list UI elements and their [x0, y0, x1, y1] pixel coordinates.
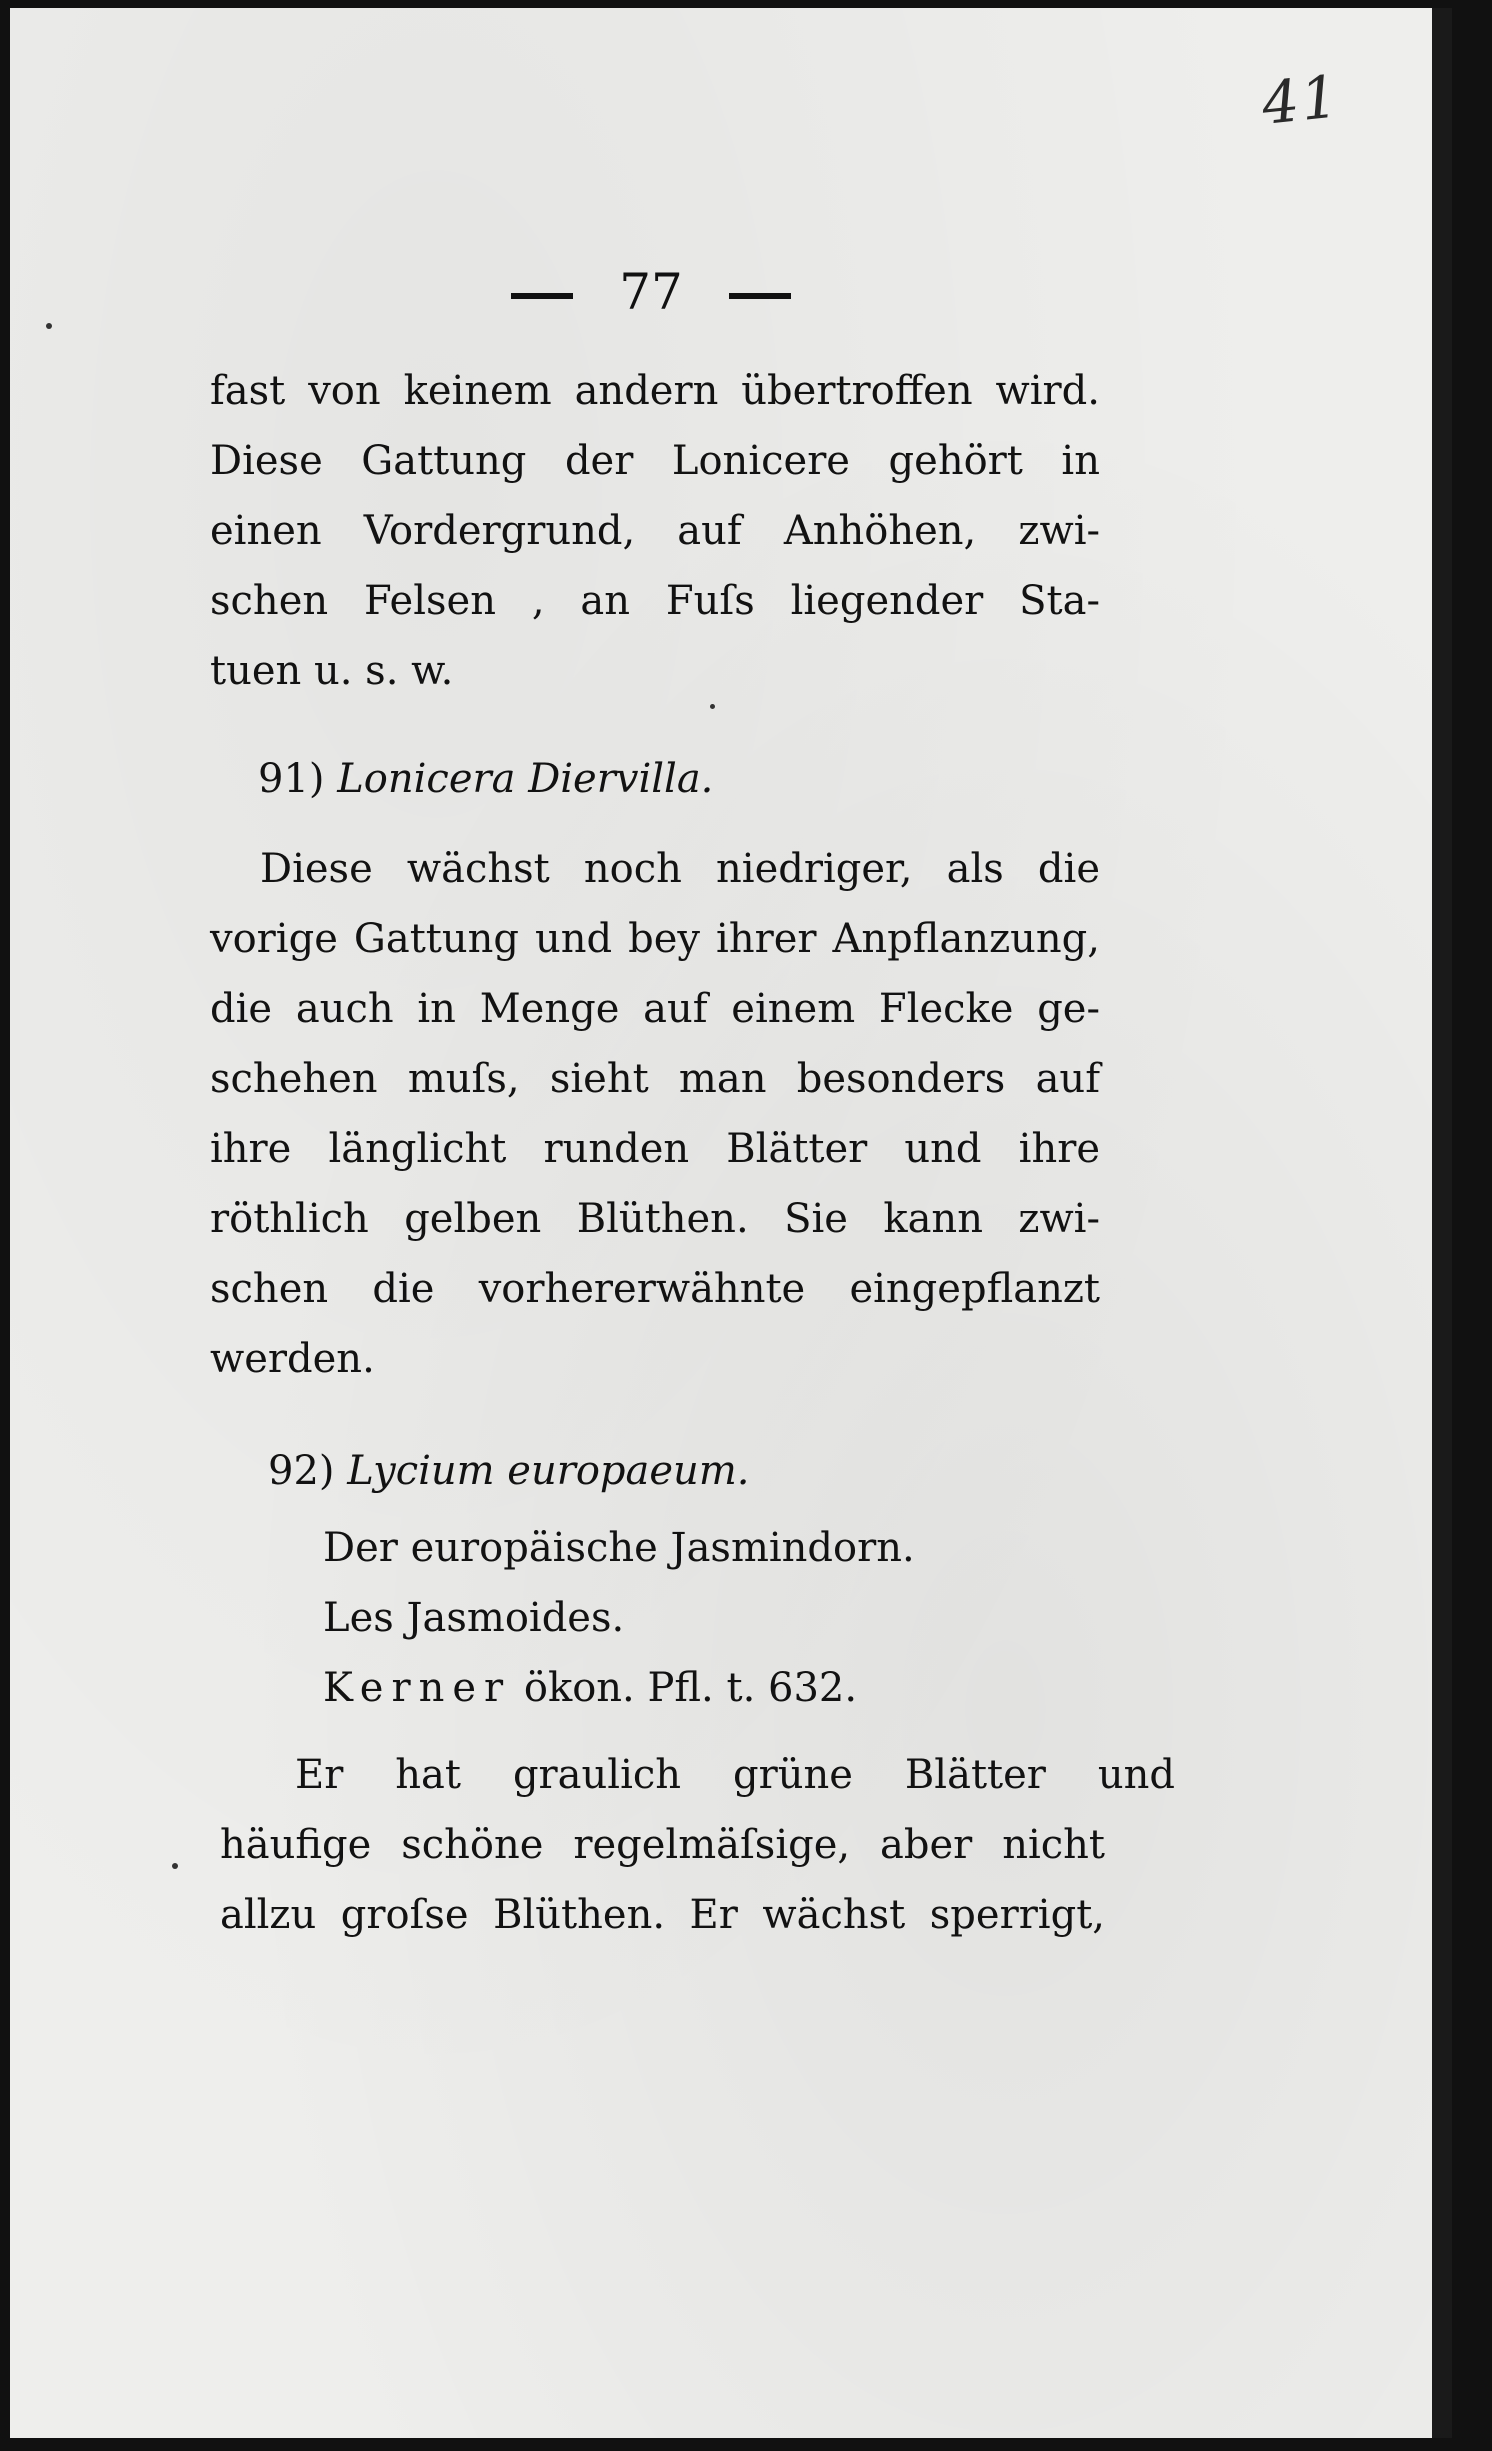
ink-speck [710, 704, 715, 709]
page-number: 77 [619, 263, 683, 321]
paragraph-line: ihre länglicht runden Blätter und ihre [210, 1126, 1100, 1172]
paragraph-line: schen die vorhererwähnte eingepflanzt [210, 1266, 1100, 1312]
paragraph-line: tuen u. s. w. [210, 648, 454, 694]
paragraph-line: schehen muſs, sieht man besonders auf [210, 1056, 1100, 1102]
french-name: Les Jasmoides. [323, 1595, 625, 1641]
species-name: Lycium europaeum. [347, 1448, 750, 1494]
header-dash-right [729, 293, 791, 299]
reference [323, 1653, 857, 1723]
reference-author: Kerner [323, 1665, 512, 1711]
entry-number: 91) [258, 756, 325, 802]
page-header [10, 263, 1292, 321]
entry-number: 92) [268, 1448, 335, 1494]
paragraph-line: einen Vordergrund, auf Anhöhen, zwi- [210, 508, 1100, 554]
german-name: Der europäische Jasmindorn. [323, 1525, 915, 1571]
paragraph-line: schen Felsen , an Fuſs liegender Sta- [210, 578, 1100, 624]
book-page [10, 8, 1452, 2438]
entry-91-heading [258, 756, 713, 802]
header-dash-left [511, 293, 573, 299]
paragraph-3 [220, 1740, 1175, 1950]
handwritten-margin-note: 41 [1258, 62, 1344, 138]
entry-92-heading [268, 1448, 749, 1494]
ink-speck [172, 1863, 178, 1869]
reference-details: ökon. Pfl. t. 632. [511, 1665, 858, 1711]
paragraph-line: vorige Gattung und bey ihrer Anpflanzung, [210, 916, 1100, 962]
species-name: Lonicera Diervilla. [337, 756, 714, 802]
paragraph-1 [210, 356, 1100, 706]
paragraph-2 [210, 834, 1100, 1394]
paragraph-line: röthlich gelben Blüthen. Sie kann zwi- [210, 1196, 1100, 1242]
paragraph-line: fast von keinem andern übertroffen wird. [210, 368, 1100, 414]
paragraph-line: Er hat graulich grüne Blätter und [295, 1752, 1175, 1798]
paragraph-line: Diese Gattung der Lonicere gehört in [210, 438, 1100, 484]
ink-speck [46, 323, 52, 329]
paragraph-line: die auch in Menge auf einem Flecke ge- [210, 986, 1100, 1032]
paragraph-line: häufige schöne regelmäſsige, aber nicht [220, 1822, 1105, 1868]
paragraph-line: werden. [210, 1336, 375, 1382]
paragraph-line: allzu groſse Blüthen. Er wächst sperrigt, [220, 1892, 1105, 1938]
paragraph-line: Diese wächst noch niedriger, als die [260, 846, 1100, 892]
